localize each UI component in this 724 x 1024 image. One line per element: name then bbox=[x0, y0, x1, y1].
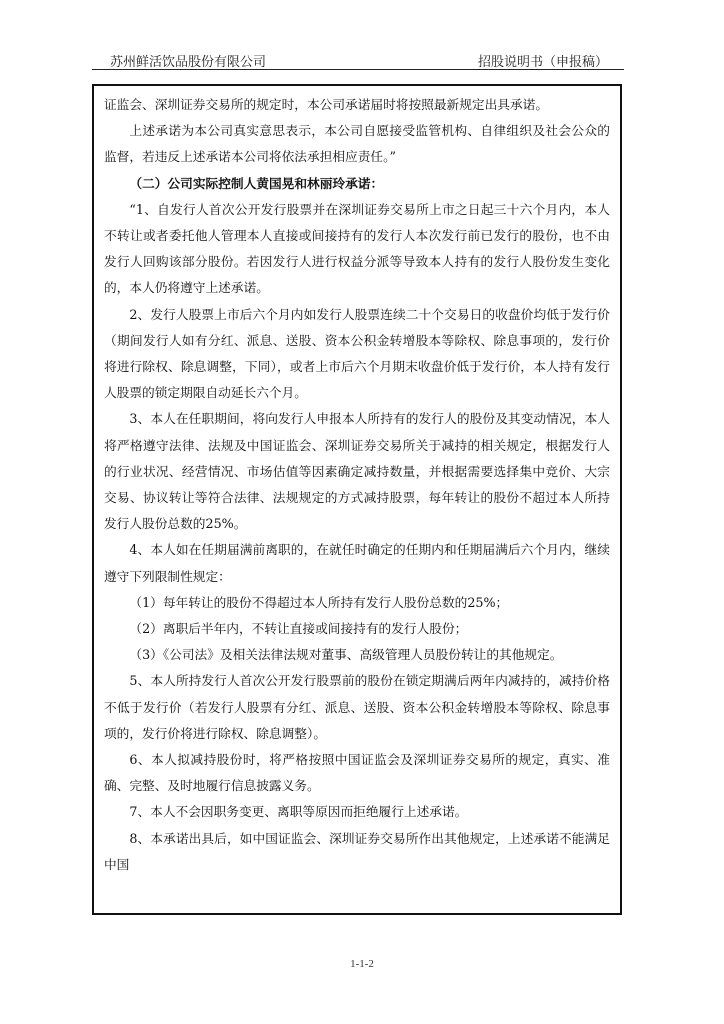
commitment-item-3: 3、本人在任职期间，将向发行人申报本人所持有的发行人的股份及其变动情况，本人将严格遵守法律、法规及中国证监会、深圳证券交易所关于减持的相关规定，根据发行人的行业状况、经营情况、市场估值等因素确定减持数量，并根据需要选择集中竞价、大宗交易、协议转让等符合法律、法规规定的方式减持股票，每年转让的股份不超过本人所持发行人股份总数的25%。 bbox=[104, 411, 610, 532]
company-name: 苏州鲜活饮品股份有限公司 bbox=[110, 55, 267, 70]
commitment-item-4: 4、本人如在任期届满前离职的，在就任时确定的任期内和任期届满后六个月内，继续遵守下列限制性规定： bbox=[104, 542, 610, 584]
page-number: 1-1-2 bbox=[350, 958, 374, 970]
document-type: 招股说明书（申报稿） bbox=[477, 55, 608, 70]
section-heading-controller-commitment: （二）公司实际控制人黄国晃和林丽玲承诺： bbox=[129, 175, 384, 191]
commitment-item-8: 8、本承诺出具后，如中国证监会、深圳证券交易所作出其他规定，上述承诺不能满足中国 bbox=[104, 830, 610, 872]
commitment-item-5: 5、本人所持发行人首次公开发行股票前的股份在锁定期满后两年内减持的，减持价格不低于发行价（若发行人股票有分红、派息、送股、资本公积金转增股本等除权、除息事项的，发行价将进行除权、除息调整）。 bbox=[104, 673, 610, 741]
restriction-sub-item-3: （3）《公司法》及相关法律法规对董事、高级管理人员股份转让的其他规定。 bbox=[129, 647, 563, 663]
commitment-text-box bbox=[92, 84, 622, 915]
page-header bbox=[92, 47, 624, 69]
restriction-sub-item-2: （2）离职后半年内，不转让直接或间接持有的发行人股份； bbox=[129, 621, 468, 637]
commitment-item-6: 6、本人拟减持股份时，将严格按照中国证监会及深圳证券交易所的规定，真实、准确、完整、及时地履行信息披露义务。 bbox=[104, 752, 610, 794]
paragraph-continued: 证监会、深圳证券交易所的规定时，本公司承诺届时将按照最新规定出具承诺。 bbox=[104, 97, 549, 112]
commitment-item-7: 7、本人不会因职务变更、离职等原因而拒绝履行上述承诺。 bbox=[129, 804, 468, 820]
commitment-item-2: 2、发行人股票上市后六个月内如发行人股票连续二十个交易日的收盘价均低于发行价（期间发行人如有分红、派息、送股、资本公积金转增股本等除权、除息事项的，发行价将进行除权、除息调整，下同），或者上市后六个月期末收盘价低于发行价，本人持有发行人股票的锁定期限自动延长六个月。 bbox=[104, 306, 610, 401]
header-divider bbox=[92, 69, 624, 70]
paragraph-company-statement: 上述承诺为本公司真实意思表示，本公司自愿接受监管机构、自律组织及社会公众的监督，若违反上述承诺本公司将依法承担相应责任。” bbox=[104, 123, 610, 165]
restriction-sub-item-1: （1）每年转让的股份不得超过本人所持有发行人股份总数的25%； bbox=[129, 594, 509, 610]
commitment-item-1: “1、自发行人首次公开发行股票并在深圳证券交易所上市之日起三十六个月内，本人不转让或者委托他人管理本人直接或间接持有的发行人本次发行前已发行的股份，也不由发行人回购该部分股份。若因发行人进行权益分派等导致本人持有的发行人股份发生变化的，本人仍将遵守上述承诺。 bbox=[104, 201, 610, 296]
